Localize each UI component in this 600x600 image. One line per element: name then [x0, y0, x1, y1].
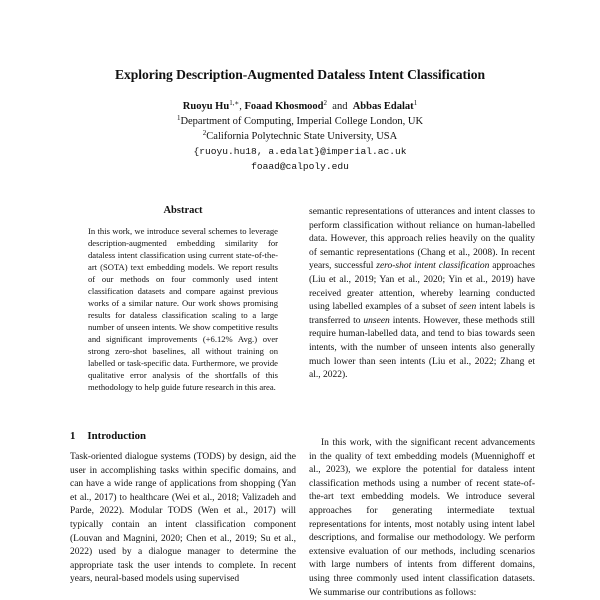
author-separator: and	[332, 101, 348, 112]
text-run: intent labels is transferred to	[309, 302, 535, 326]
emphasis-text: unseen	[363, 315, 390, 326]
affiliation-2	[0, 131, 600, 142]
abstract-text: In this work, we introduce several schemes to leverage description-augmented embedding similarity for dataless intent classification using current state-of-the-art (SOTA) text embedding models. We report results of our methods on four commonly used intent classification datasets and compare against previous works of a similar nature. Our work shows promising results for dataless classification scaling to a large number of unseen intents. We show competitive results and significant improvements (+6.12% Avg.) over strong zero-shot baselines, all without training on labelled or task-specific data. Furthermore, we provide qualitative error analysis of the shortfalls of this methodology to help guide future research in this area.	[88, 226, 278, 392]
emphasis-text: seen	[459, 302, 477, 313]
author-mark: 2	[323, 99, 328, 107]
author-name: Foaad Khosmood	[244, 101, 324, 112]
author-list	[0, 101, 600, 112]
affiliation-mark: 2	[202, 129, 207, 137]
section-number: 1	[70, 430, 76, 442]
section-heading	[70, 430, 146, 442]
email-line-2[interactable]: foaad@calpoly.edu	[251, 161, 349, 172]
abstract-heading: Abstract	[163, 205, 203, 216]
affiliation-text: Department of Computing, Imperial College London, UK	[180, 116, 424, 127]
author-name: Ruoyu Hu	[182, 101, 230, 112]
affiliation-mark: 1	[176, 114, 181, 122]
author-name: Abbas Edalat	[352, 101, 414, 112]
section-title: Introduction	[87, 430, 147, 442]
intro-paragraph-left: Task-oriented dialogue systems (TODS) by design, aid the user in accomplishing tasks within specific domains, and can have a wide range of applications from shopping (Yan et al., 2017) to healthcare (Wei et al., 2018; Valizadeh and Parde, 2022). Modular TODS (Wen et al., 2017) will typically contain an intent classification component (Louvan and Magnini, 2020; Chen et al., 2019; Su et al., 2022) used by a dialogue manager to determine the appropriate task the user intends to complete. In recent years, neural-based models using supervised	[70, 452, 296, 585]
emphasis-text: zero-shot intent classification	[376, 261, 490, 272]
author-separator: ,	[239, 101, 245, 112]
intro-paragraph-right-2: In this work, with the significant recent advancements in the quality of text embedding models (Muennighoff et al., 2023), we explore the potential for dataless intent classification methods using a number of recent state-of-the-art text embedding models. We introduce several approaches for generating intermediate textual representations for intents, most notably using intent label descriptions, and formalise our methodology. We perform extensive evaluation of our methods, including scenarios with large numbers of intents from different domains, using three commonly used intent classification datasets. We summarise our contributions as follows:	[309, 438, 535, 598]
affiliation-1	[0, 116, 600, 127]
email-line-1[interactable]: {ruoyu.hu18, a.edalat}@imperial.ac.uk	[193, 146, 407, 157]
text-run: semantic representations of utterances and intent classes to perform classification without reliance on human-labelled data. However, this approach relies heavily on the quality of semantic representations (Chang et al., 2008). In recent years, successful	[309, 207, 535, 272]
intro-paragraph-right-1	[309, 206, 535, 383]
author-mark: 1,∗	[229, 99, 240, 107]
author-mark: 1	[413, 99, 418, 107]
text-run: approaches (Liu et al., 2019; Yan et al., 2020; Yin et al., 2019) have received greater attention, whereby learning conducted using labelled examples of a subset of	[309, 261, 535, 313]
paper-title: Exploring Description-Augmented Dataless Intent Classification	[115, 67, 485, 82]
affiliation-text: California Polytechnic State University, USA	[206, 131, 398, 142]
text-run: intents. However, these methods still require human-labelled data, and tend to bias towards seen intents, with the number of unseen intents also generally much lower than seen intents (Liu et al., 2022; Zhang et al., 2022).	[309, 315, 535, 381]
